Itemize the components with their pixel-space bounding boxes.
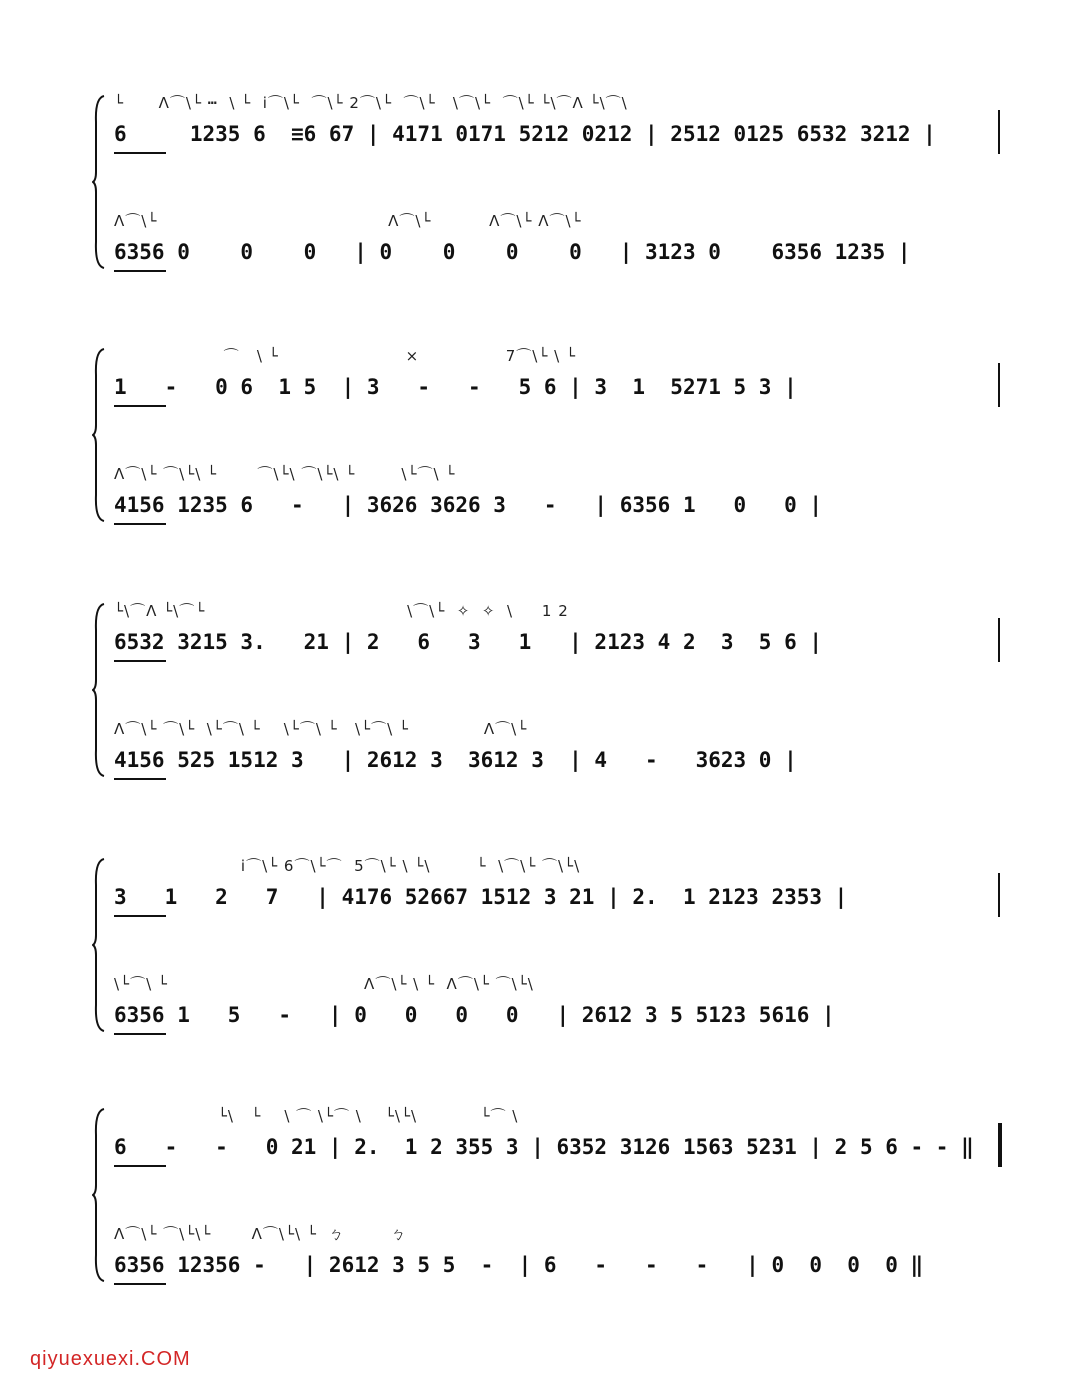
bottom-ornament-marks: Λ⌒\└ ⌒\└\└ Λ⌒\└\ └ ㄅ ㄅ [114,1225,407,1243]
top-part-row [114,345,1004,425]
bottom-part-row [114,463,1004,543]
top-notes: 6 - - 0 21 | 2. 1 2 355 3 | 6352 3126 1563 5231 | 2 5 6 - - ‖ [114,1135,974,1159]
bottom-ornament-marks: \└⌒\ └ Λ⌒\└ \ └ Λ⌒\└ ⌒\└\ [114,975,534,993]
top-notes: 6 1235 6 ≡6 67 | 4171 0171 5212 0212 | 2512 0125 6532 3212 | [114,122,936,146]
top-ornament-marks: └ Λ⌒\└ ┅ \ └ i⌒\└ ⌒\└ 2⌒\└ ⌒\└ \⌒\└ ⌒\└ └\⌒Λ └\⌒\ [114,94,628,112]
top-ornament-marks: └\ └ \ ⌒ \└⌒ \ └\└\ └⌒ \ [114,1107,519,1125]
beam-underline [114,778,166,780]
top-ornament-marks: i⌒\└ 6⌒\└⌒ 5⌒\└ \ └\ └ \⌒\└ ⌒\└\ [114,857,581,875]
final-barline [998,1123,1002,1167]
beam-underline [114,152,166,154]
beam-underline [114,405,166,407]
bottom-part-row [114,718,1004,798]
top-part-row [114,855,1004,935]
watermark-text: qiyuexuexi.COM [30,1348,191,1370]
bottom-notes: 6356 12356 - | 2612 3 5 5 - | 6 - - - | 0 0 0 0 ‖ [114,1253,924,1277]
beam-underline [114,915,166,917]
score-system [92,855,1004,1035]
system-end-barline [998,110,1000,154]
system-brace [92,92,106,272]
beam-underline [114,660,166,662]
top-part-row [114,600,1004,680]
top-part-row [114,1105,1004,1185]
beam-underline [114,1165,166,1167]
bottom-part-row [114,973,1004,1053]
bottom-ornament-marks: Λ⌒\└ ⌒\└ \└⌒\ └ \└⌒\ └ \└⌒\ └ Λ⌒\└ [114,720,528,738]
bottom-ornament-marks: Λ⌒\└ Λ⌒\└ Λ⌒\└ Λ⌒\└ [114,212,582,230]
system-brace [92,1105,106,1285]
score-system [92,92,1004,272]
system-end-barline [998,618,1000,662]
system-brace [92,600,106,780]
top-ornament-marks: ⌒ \ └ × 7⌒\└ \ └ [114,347,576,365]
top-notes: 1 - 0 6 1 5 | 3 - - 5 6 | 3 1 5271 5 3 | [114,375,797,399]
score-system [92,1105,1004,1285]
system-brace [92,345,106,525]
top-part-row [114,92,1004,172]
system-end-barline [998,363,1000,407]
top-ornament-marks: └\⌒Λ └\⌒└ \⌒\└ ✧ ✧ \ 1 2 [114,602,569,620]
beam-underline [114,523,166,525]
beam-underline [114,270,166,272]
beam-underline [114,1283,166,1285]
score-system [92,600,1004,780]
top-notes: 3 1 2 7 | 4176 52667 1512 3 21 | 2. 1 2123 2353 | [114,885,848,909]
bottom-part-row [114,1223,1004,1303]
system-brace [92,855,106,1035]
bottom-notes: 4156 525 1512 3 | 2612 3 3612 3 | 4 - 3623 0 | [114,748,797,772]
bottom-notes: 6356 1 5 - | 0 0 0 0 | 2612 3 5 5123 5616 | [114,1003,835,1027]
beam-underline [114,1033,166,1035]
bottom-part-row [114,210,1004,290]
bottom-notes: 4156 1235 6 - | 3626 3626 3 - | 6356 1 0 0 | [114,493,823,517]
bottom-ornament-marks: Λ⌒\└ ⌒\└\ └ ⌒\└\ ⌒\└\ └ \└⌒\ └ [114,465,456,483]
bottom-notes: 6356 0 0 0 | 0 0 0 0 | 3123 0 6356 1235 | [114,240,911,264]
score-system [92,345,1004,525]
top-notes: 6532 3215 3. 21 | 2 6 3 1 | 2123 4 2 3 5 6 | [114,630,823,654]
system-end-barline [998,873,1000,917]
